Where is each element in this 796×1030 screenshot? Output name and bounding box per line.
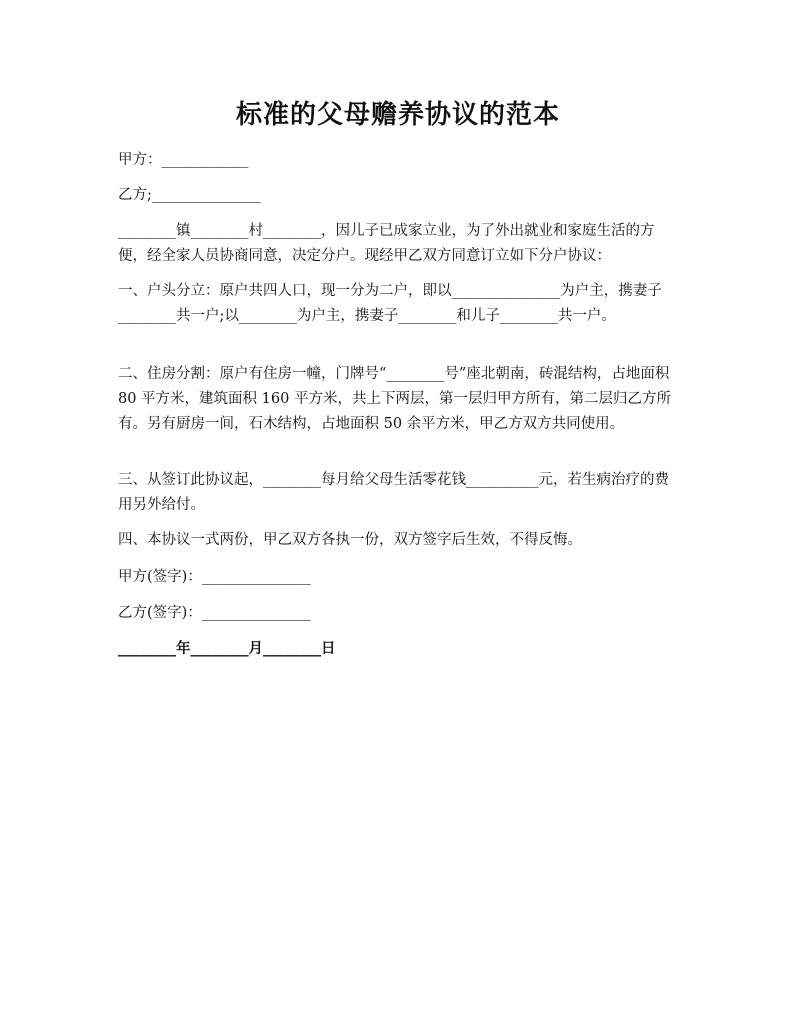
clause-3-paragraph: 三、从签订此协议起，________每月给父母生活零花钱__________元，若生病治疗的费用另外给付。 <box>118 472 669 513</box>
signature-b-line: 乙方(签字)：_______________ <box>118 605 311 621</box>
clause-2-paragraph: 二、住房分割：原户有住房一幢，门牌号“________号”座北朝南，砖混结构，占地面积 80 平方米，建筑面积 160 平方米，共上下两层，第一层归甲方所有，第二层归乙方所有。另有厨房一间，石木结构，占地面积 50 余平方米，甲乙方双方共同使用。 <box>118 366 671 432</box>
intro-paragraph: ________镇________村________，因儿子已成家立业，为了外出就业和家庭生活的方便，经全家人员协商同意，决定分户。现经甲乙双方同意订立如下分户协议： <box>118 223 655 264</box>
document-title: 标准的父母赡养协议的范本 <box>235 100 560 130</box>
party-a-line: 甲方：____________ <box>118 152 249 168</box>
signature-a-line: 甲方(签字)：_______________ <box>118 569 311 585</box>
date-line: ________年________月________日 <box>118 640 336 657</box>
clause-4-paragraph: 四、本协议一式两份，甲乙双方各执一份，双方签字后生效，不得反悔。 <box>118 532 582 548</box>
clause-1-paragraph: 一、户头分立：原户共四人口，现一分为二户，即以_______________为户主，携妻子________共一户;以________为户主，携妻子________和儿子________共一户。 <box>118 283 662 324</box>
party-b-line: 乙方;_______________ <box>118 187 261 203</box>
